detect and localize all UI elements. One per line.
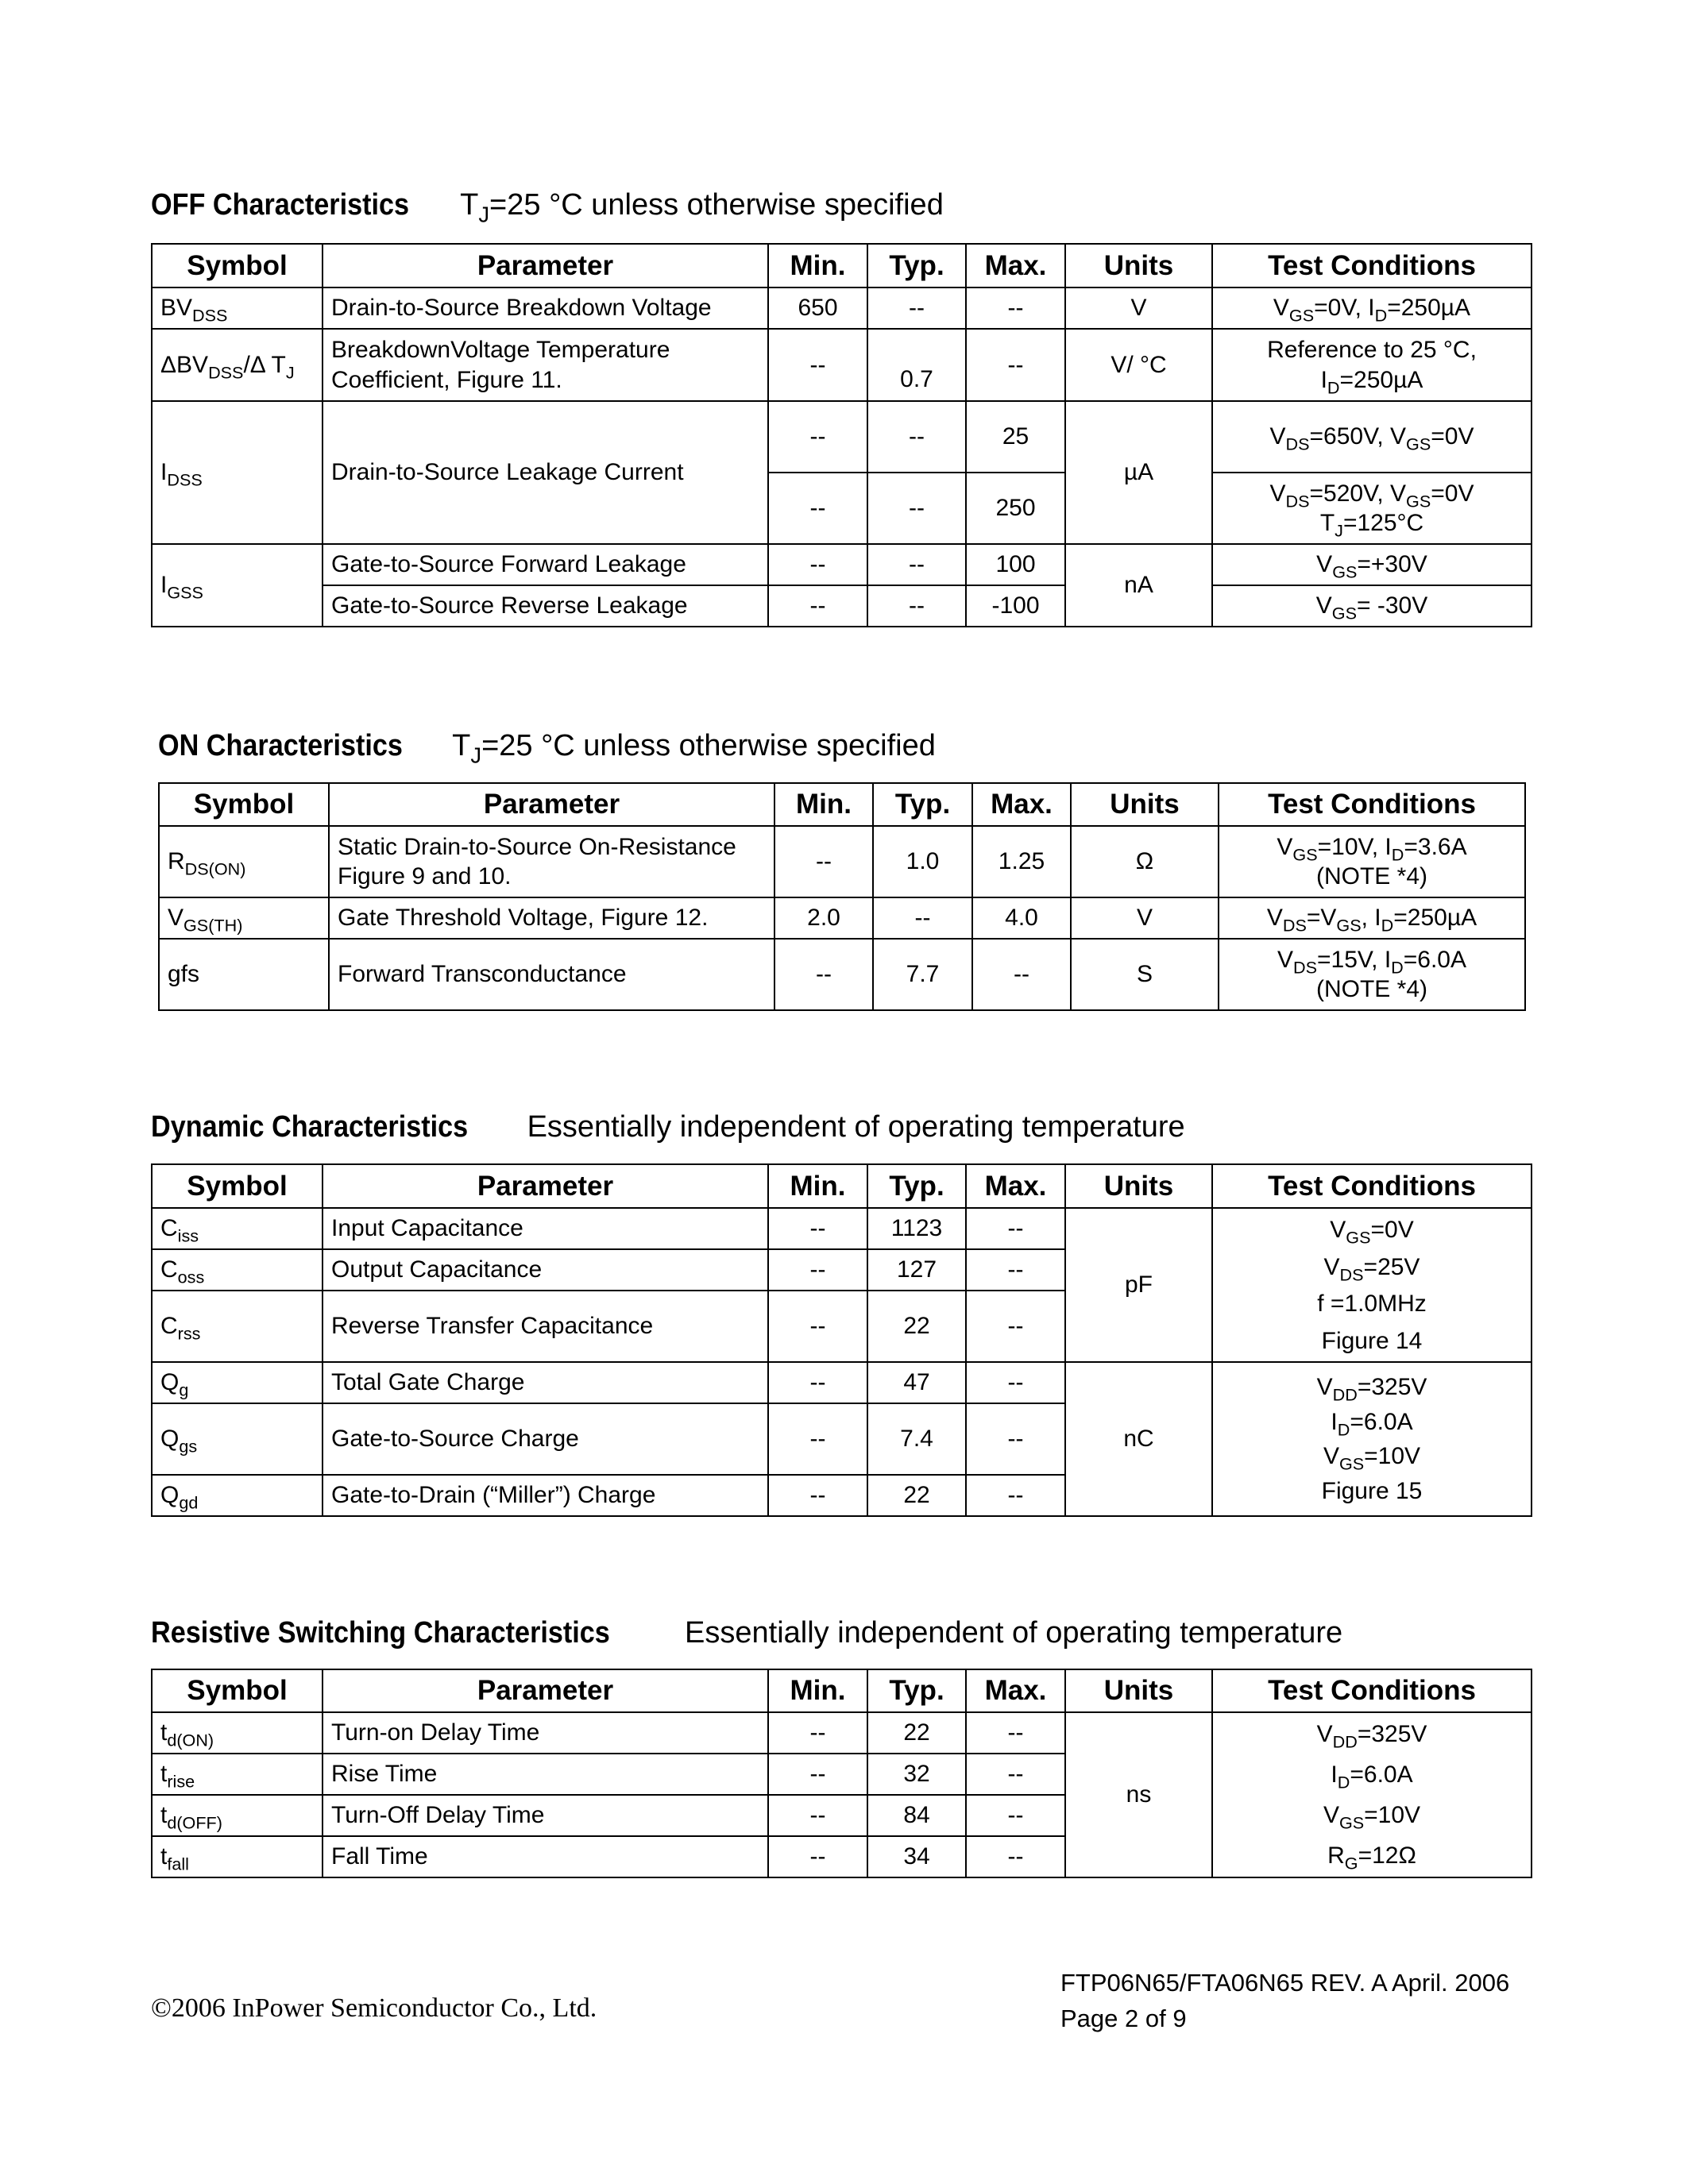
min-cell: --	[768, 401, 867, 473]
typ-cell: --	[873, 897, 972, 939]
max-cell: --	[966, 1208, 1065, 1249]
col-test-conditions: Test Conditions	[1212, 1669, 1532, 1712]
symbol-cell: $C_{rss}$	[152, 1291, 323, 1362]
col-parameter: Parameter	[323, 1164, 768, 1208]
units-cell: V	[1071, 897, 1219, 939]
min-cell: --	[768, 1754, 867, 1795]
units-cell: nC	[1065, 1362, 1212, 1516]
col-max: Max.	[966, 1164, 1065, 1208]
test-condition-cell: $V_{GS}=+30V$	[1212, 544, 1532, 585]
symbol-cell: $t_{rise}$	[152, 1754, 323, 1795]
dynamic-section-note: Essentially independent of operating temperature	[527, 1110, 1185, 1144]
symbol-cell: $C_{iss}$	[152, 1208, 323, 1249]
max-cell: 250	[966, 473, 1065, 544]
min-cell: --	[768, 473, 867, 544]
off-section-condition: $T_J=25$ °C unless otherwise specified	[460, 188, 944, 227]
table-row	[152, 1362, 1532, 1403]
symbol-cell: $\Delta BV_{DSS}/\Delta$ $T_J$	[152, 329, 323, 401]
switching-section-title: Resistive Switching Characteristics	[151, 1616, 610, 1650]
table-row	[152, 1712, 1532, 1754]
parameter-cell: Total Gate Charge	[323, 1362, 768, 1403]
units-cell: µA	[1065, 401, 1212, 544]
typ-cell: 34	[867, 1836, 966, 1877]
symbol-cell: $Q_g$	[152, 1362, 323, 1403]
parameter-cell: Drain-to-Source Leakage Current	[323, 401, 768, 544]
table-row	[152, 287, 1532, 329]
test-condition-cell: $V_{GS}=10V$, $I_D=3.6A$ (NOTE *4)	[1219, 826, 1525, 897]
max-cell: 25	[966, 401, 1065, 473]
typ-cell: --	[867, 544, 966, 585]
table-header-row	[152, 1669, 1532, 1712]
min-cell: --	[774, 826, 873, 897]
parameter-cell: Output Capacitance	[323, 1249, 768, 1291]
switching-section-note: Essentially independent of operating temperature	[685, 1616, 1343, 1650]
test-condition-cell: $V_{DD}=325V$ $I_D=6.0A$ $V_{GS}=10V$ Figure 15	[1212, 1362, 1532, 1516]
min-cell: --	[768, 544, 867, 585]
max-cell: --	[966, 1362, 1065, 1403]
typ-cell: 84	[867, 1795, 966, 1836]
copyright-notice: ©2006 InPower Semiconductor Co., Ltd.	[151, 1993, 597, 2023]
max-cell: --	[966, 1795, 1065, 1836]
typ-cell: 22	[867, 1712, 966, 1754]
typ-cell: --	[867, 585, 966, 627]
table-row	[159, 897, 1525, 939]
parameter-cell: Gate-to-Drain (“Miller”) Charge	[323, 1475, 768, 1516]
col-test-conditions: Test Conditions	[1212, 1164, 1532, 1208]
parameter-cell: Gate-to-Source Charge	[323, 1403, 768, 1475]
off-characteristics-table	[151, 243, 1532, 627]
parameter-cell: Gate-to-Source Forward Leakage	[323, 544, 768, 585]
col-min: Min.	[768, 244, 867, 287]
parameter-cell: BreakdownVoltage Temperature Coefficient, Figure 11.	[323, 329, 768, 401]
test-condition-cell: $V_{DS}=650V$, $V_{GS}=0V$	[1212, 401, 1532, 473]
col-min: Min.	[768, 1164, 867, 1208]
col-units: Units	[1065, 244, 1212, 287]
max-cell: -100	[966, 585, 1065, 627]
typ-cell: 47	[867, 1362, 966, 1403]
max-cell: --	[966, 1249, 1065, 1291]
table-header-row	[159, 783, 1525, 826]
col-typ: Typ.	[873, 783, 972, 826]
max-cell: --	[972, 939, 1071, 1010]
col-parameter: Parameter	[323, 1669, 768, 1712]
min-cell: --	[768, 1712, 867, 1754]
table-row	[152, 1208, 1532, 1249]
min-cell: --	[768, 329, 867, 401]
symbol-cell: $I_{GSS}$	[152, 544, 323, 627]
col-min: Min.	[774, 783, 873, 826]
parameter-cell: Fall Time	[323, 1836, 768, 1877]
table-row	[152, 329, 1532, 401]
switching-section-heading	[151, 1616, 1342, 1650]
off-section-title: OFF Characteristics	[151, 188, 410, 222]
symbol-cell: $I_{DSS}$	[152, 401, 323, 544]
min-cell: 650	[768, 287, 867, 329]
units-cell: nA	[1065, 544, 1212, 627]
col-max: Max.	[972, 783, 1071, 826]
min-cell: --	[768, 1795, 867, 1836]
col-units: Units	[1065, 1164, 1212, 1208]
table-row	[152, 544, 1532, 585]
on-section-heading	[158, 729, 936, 768]
col-typ: Typ.	[867, 1669, 966, 1712]
max-cell: --	[966, 329, 1065, 401]
symbol-cell: $Q_{gs}$	[152, 1403, 323, 1475]
typ-cell: 1123	[867, 1208, 966, 1249]
symbol-cell: $C_{oss}$	[152, 1249, 323, 1291]
parameter-cell: Gate Threshold Voltage, Figure 12.	[329, 897, 774, 939]
off-section-heading	[151, 188, 944, 227]
col-symbol: Symbol	[152, 1164, 323, 1208]
max-cell: --	[966, 1712, 1065, 1754]
parameter-cell: Forward Transconductance	[329, 939, 774, 1010]
units-cell: V	[1065, 287, 1212, 329]
col-max: Max.	[966, 244, 1065, 287]
on-section-condition: $T_J=25$ °C unless otherwise specified	[452, 729, 936, 768]
col-parameter: Parameter	[323, 244, 768, 287]
document-info	[1060, 1966, 1509, 2037]
symbol-cell: $t_{fall}$	[152, 1836, 323, 1877]
col-typ: Typ.	[867, 244, 966, 287]
col-units: Units	[1065, 1669, 1212, 1712]
dynamic-section-heading	[151, 1110, 1185, 1144]
symbol-cell: gfs	[159, 939, 329, 1010]
min-cell: --	[768, 1403, 867, 1475]
min-cell: --	[768, 1291, 867, 1362]
units-cell: S	[1071, 939, 1219, 1010]
col-test-conditions: Test Conditions	[1219, 783, 1525, 826]
col-parameter: Parameter	[329, 783, 774, 826]
min-cell: --	[774, 939, 873, 1010]
units-cell: pF	[1065, 1208, 1212, 1362]
on-section-title: ON Characteristics	[158, 729, 403, 762]
symbol-cell: $t_{d(OFF)}$	[152, 1795, 323, 1836]
max-cell: --	[966, 1475, 1065, 1516]
max-cell: 1.25	[972, 826, 1071, 897]
symbol-cell: $t_{d(ON)}$	[152, 1712, 323, 1754]
parameter-cell: Turn-on Delay Time	[323, 1712, 768, 1754]
table-row	[152, 401, 1532, 473]
typ-cell: 7.4	[867, 1403, 966, 1475]
parameter-cell: Input Capacitance	[323, 1208, 768, 1249]
parameter-cell: Drain-to-Source Breakdown Voltage	[323, 287, 768, 329]
col-test-conditions: Test Conditions	[1212, 244, 1532, 287]
min-cell: --	[768, 1475, 867, 1516]
col-max: Max.	[966, 1669, 1065, 1712]
min-cell: --	[768, 585, 867, 627]
test-condition-cell: $V_{DS}=520V$, $V_{GS}=0V$ $T_J=125^\circ C$	[1212, 473, 1532, 544]
typ-cell: 7.7	[873, 939, 972, 1010]
typ-cell: 0.7	[867, 329, 966, 401]
col-min: Min.	[768, 1669, 867, 1712]
typ-cell: --	[867, 287, 966, 329]
col-symbol: Symbol	[152, 1669, 323, 1712]
switching-characteristics-table	[151, 1669, 1532, 1878]
symbol-cell: $V_{GS(TH)}$	[159, 897, 329, 939]
symbol-cell: $BV_{DSS}$	[152, 287, 323, 329]
typ-cell: 1.0	[873, 826, 972, 897]
test-condition-cell: $V_{DS}=15V$, $I_D=6.0A$ (NOTE *4)	[1219, 939, 1525, 1010]
min-cell: 2.0	[774, 897, 873, 939]
max-cell: 4.0	[972, 897, 1071, 939]
table-header-row	[152, 1164, 1532, 1208]
test-condition-cell: Reference to 25 °C, $I_D=250\mu A$	[1212, 329, 1532, 401]
parameter-cell: Reverse Transfer Capacitance	[323, 1291, 768, 1362]
test-condition-cell: $V_{GS}=0V$ $V_{DS}=25V$ f =1.0MHz Figure 14	[1212, 1208, 1532, 1362]
typ-cell: --	[867, 401, 966, 473]
max-cell: --	[966, 1403, 1065, 1475]
typ-cell: 32	[867, 1754, 966, 1795]
max-cell: --	[966, 1754, 1065, 1795]
units-cell: ns	[1065, 1712, 1212, 1877]
min-cell: --	[768, 1836, 867, 1877]
max-cell: --	[966, 1836, 1065, 1877]
page-number: Page 2 of 9	[1060, 2004, 1187, 2032]
max-cell: --	[966, 1291, 1065, 1362]
symbol-cell: $R_{DS(ON)}$	[159, 826, 329, 897]
units-cell: Ω	[1071, 826, 1219, 897]
max-cell: 100	[966, 544, 1065, 585]
test-condition-cell: $V_{DD}=325V$ $I_D=6.0A$ $V_{GS}=10V$ $R_G=12\Omega$	[1212, 1712, 1532, 1877]
document-revision: FTP06N65/FTA06N65 REV. A April. 2006	[1060, 1969, 1510, 1997]
parameter-cell: Turn-Off Delay Time	[323, 1795, 768, 1836]
units-cell: V/ °C	[1065, 329, 1212, 401]
table-row	[159, 826, 1525, 897]
col-symbol: Symbol	[152, 244, 323, 287]
min-cell: --	[768, 1362, 867, 1403]
col-units: Units	[1071, 783, 1219, 826]
test-condition-cell: $V_{GS}= -30V$	[1212, 585, 1532, 627]
col-typ: Typ.	[867, 1164, 966, 1208]
min-cell: --	[768, 1249, 867, 1291]
typ-cell: 22	[867, 1291, 966, 1362]
on-characteristics-table	[158, 782, 1526, 1011]
test-condition-cell: $V_{DS}=V_{GS}$, $I_D=250\mu A$	[1219, 897, 1525, 939]
max-cell: --	[966, 287, 1065, 329]
typ-cell: 22	[867, 1475, 966, 1516]
typ-cell: 127	[867, 1249, 966, 1291]
table-row	[152, 585, 1532, 627]
min-cell: --	[768, 1208, 867, 1249]
dynamic-characteristics-table	[151, 1163, 1532, 1517]
parameter-cell: Static Drain-to-Source On-Resistance Figure 9 and 10.	[329, 826, 774, 897]
typ-cell: --	[867, 473, 966, 544]
table-header-row	[152, 244, 1532, 287]
table-row	[159, 939, 1525, 1010]
test-condition-cell: $V_{GS}=0V$, $I_D=250\mu A$	[1212, 287, 1532, 329]
parameter-cell: Rise Time	[323, 1754, 768, 1795]
dynamic-section-title: Dynamic Characteristics	[151, 1110, 469, 1144]
col-symbol: Symbol	[159, 783, 329, 826]
parameter-cell: Gate-to-Source Reverse Leakage	[323, 585, 768, 627]
symbol-cell: $Q_{gd}$	[152, 1475, 323, 1516]
